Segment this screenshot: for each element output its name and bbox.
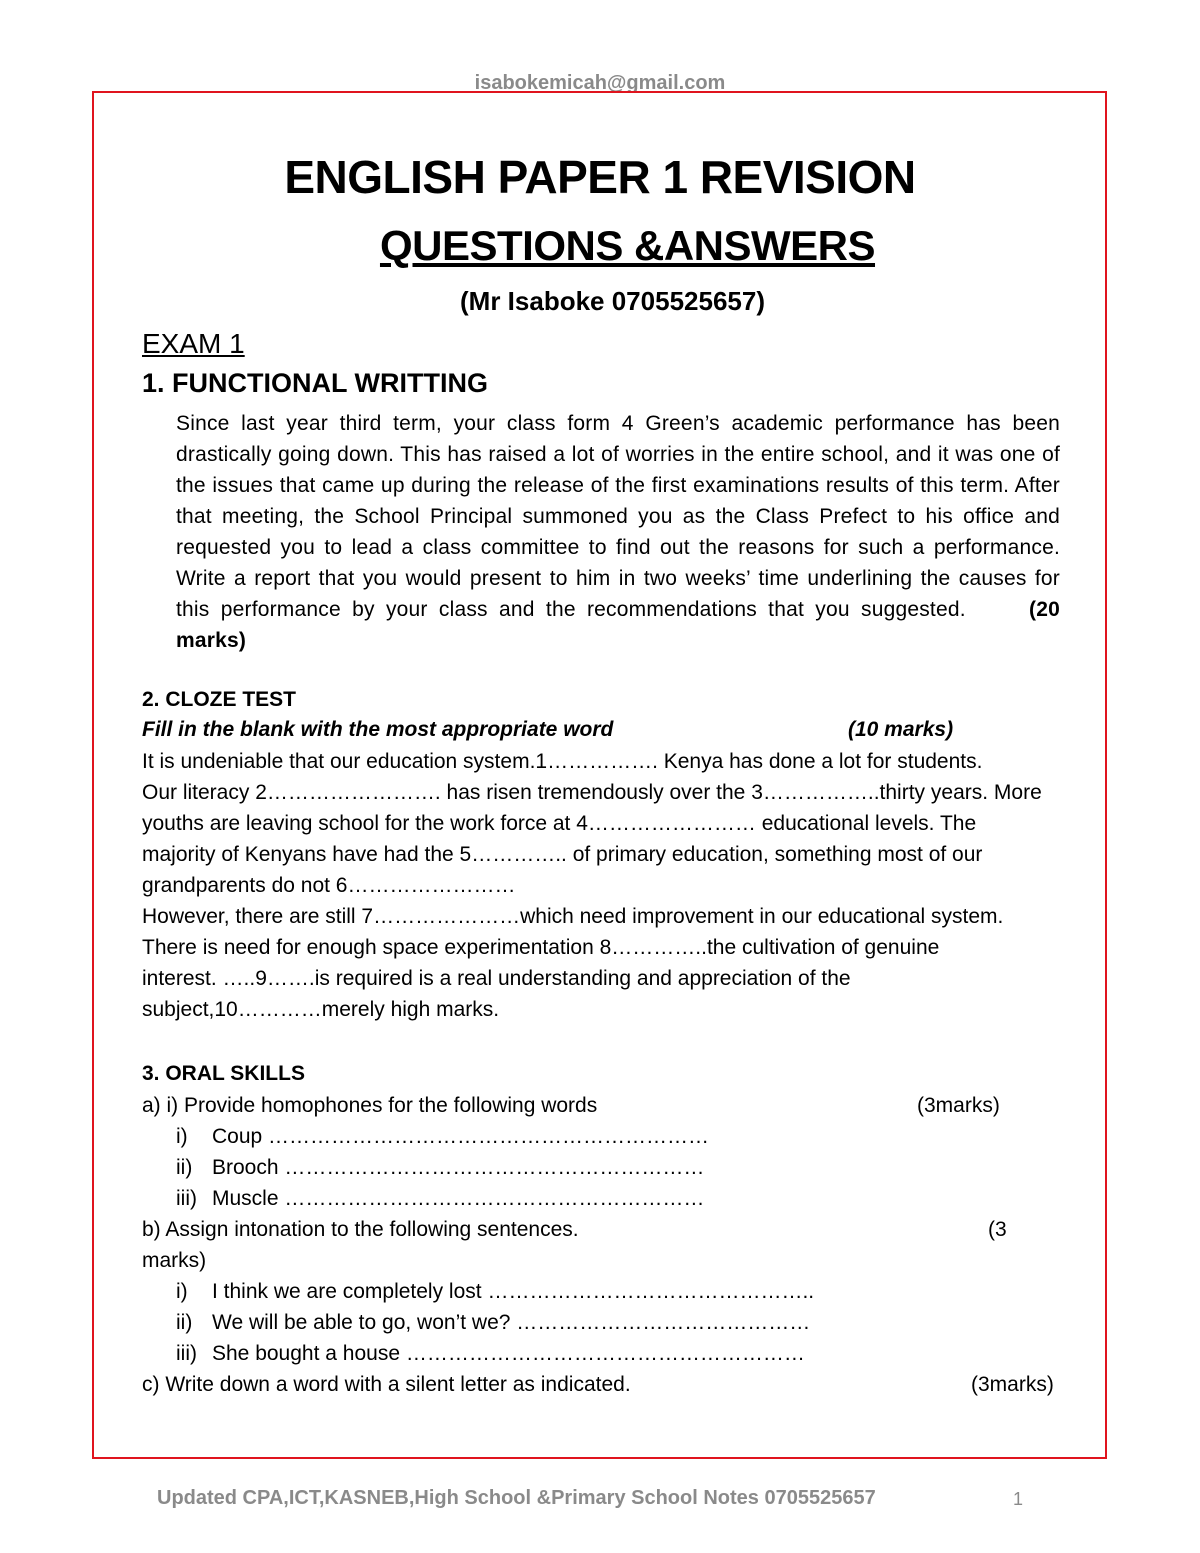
part-a-item-2-num: ii) [176, 1156, 193, 1179]
page-number: 1 [1013, 1489, 1024, 1509]
cloze-marks: (10 marks) [848, 718, 954, 741]
part-b-item-3: She bought a house ………………………………………………… [212, 1342, 805, 1365]
part-a-item-3-num: iii) [176, 1187, 197, 1210]
cloze-instruction: Fill in the blank with the most appropriate word [142, 718, 614, 741]
author-line: (Mr Isaboke 0705525657) [460, 286, 765, 316]
cloze-line-2: Our literacy 2……………………. has risen tremendously over the 3……………..thirty years. More [142, 781, 1042, 804]
functional-writing-question [176, 408, 1060, 656]
part-a-item-1-num: i) [176, 1125, 188, 1148]
section-heading-oral-skills: 3. ORAL SKILLS [142, 1062, 305, 1085]
cloze-line-1: It is undeniable that our education system.1……………. Kenya has done a lot for students. [142, 750, 983, 773]
cloze-line-6: However, there are still 7…………………which need improvement in our educational system. [142, 905, 1004, 928]
part-b-item-1-num: i) [176, 1280, 188, 1303]
part-a-item-2: Brooch …………………………………………………… [212, 1156, 705, 1179]
part-a-item-3: Muscle …………………………………………………… [212, 1187, 705, 1210]
part-b-item-1: I think we are completely lost ……………………………………….. [212, 1280, 815, 1303]
cloze-line-8: interest. …..9…….is required is a real understanding and appreciation of the [142, 967, 851, 990]
cloze-line-5: grandparents do not 6…………………… [142, 874, 516, 897]
part-b-prompt: b) Assign intonation to the following sentences. [142, 1218, 579, 1241]
document-subtitle: QUESTIONS &ANSWERS [379, 222, 876, 269]
part-b-item-2-num: ii) [176, 1311, 193, 1334]
part-c-prompt: c) Write down a word with a silent letter as indicated. [142, 1373, 631, 1396]
section-heading-functional-writing: 1. FUNCTIONAL WRITTING [142, 368, 488, 398]
part-b-marks-end: marks) [142, 1249, 207, 1272]
exam-label: EXAM 1 [142, 328, 245, 359]
header-email: isabokemicah@gmail.com [474, 72, 726, 94]
part-c-marks: (3marks) [971, 1373, 1054, 1396]
document-title: ENGLISH PAPER 1 REVISION [284, 151, 916, 203]
question-text: Since last year third term, your class form 4 Green’s academic performance has been drastically going down. This has raised a lot of worries in the entire school, and it was one of the issues that came up during the release of the first examinations results of this term. After that meeting, the School Principal summoned you as the Class Prefect to his office and requested you to lead a class committee to find out the reasons for such a performance. Write a report that you would present to him in two weeks’ time underlining the causes for this performance by your class and the recommendations that you suggested. [176, 412, 1060, 621]
cloze-line-7: There is need for enough space experimentation 8…………..the cultivation of genuine [142, 936, 940, 959]
part-a-prompt: a) i) Provide homophones for the following words [142, 1094, 598, 1117]
cloze-line-4: majority of Kenyans have had the 5………….. of primary education, something most of our [142, 843, 983, 866]
part-b-marks-start: (3 [988, 1218, 1007, 1241]
part-b-item-3-num: iii) [176, 1342, 197, 1365]
question-marks: (20 marks) [176, 598, 1060, 652]
section-heading-cloze-test: 2. CLOZE TEST [142, 688, 297, 711]
part-a-marks: (3marks) [917, 1094, 1000, 1117]
part-a-item-1: Coup ……………………………………………………… [212, 1125, 710, 1148]
part-b-item-2: We will be able to go, won’t we? …………………………………… [212, 1311, 811, 1334]
footer-notes: Updated CPA,ICT,KASNEB,High School &Primary School Notes 0705525657 [157, 1487, 876, 1509]
cloze-line-3: youths are leaving school for the work force at 4…………………… educational levels. The [142, 812, 977, 835]
cloze-line-9: subject,10…………merely high marks. [142, 998, 500, 1021]
